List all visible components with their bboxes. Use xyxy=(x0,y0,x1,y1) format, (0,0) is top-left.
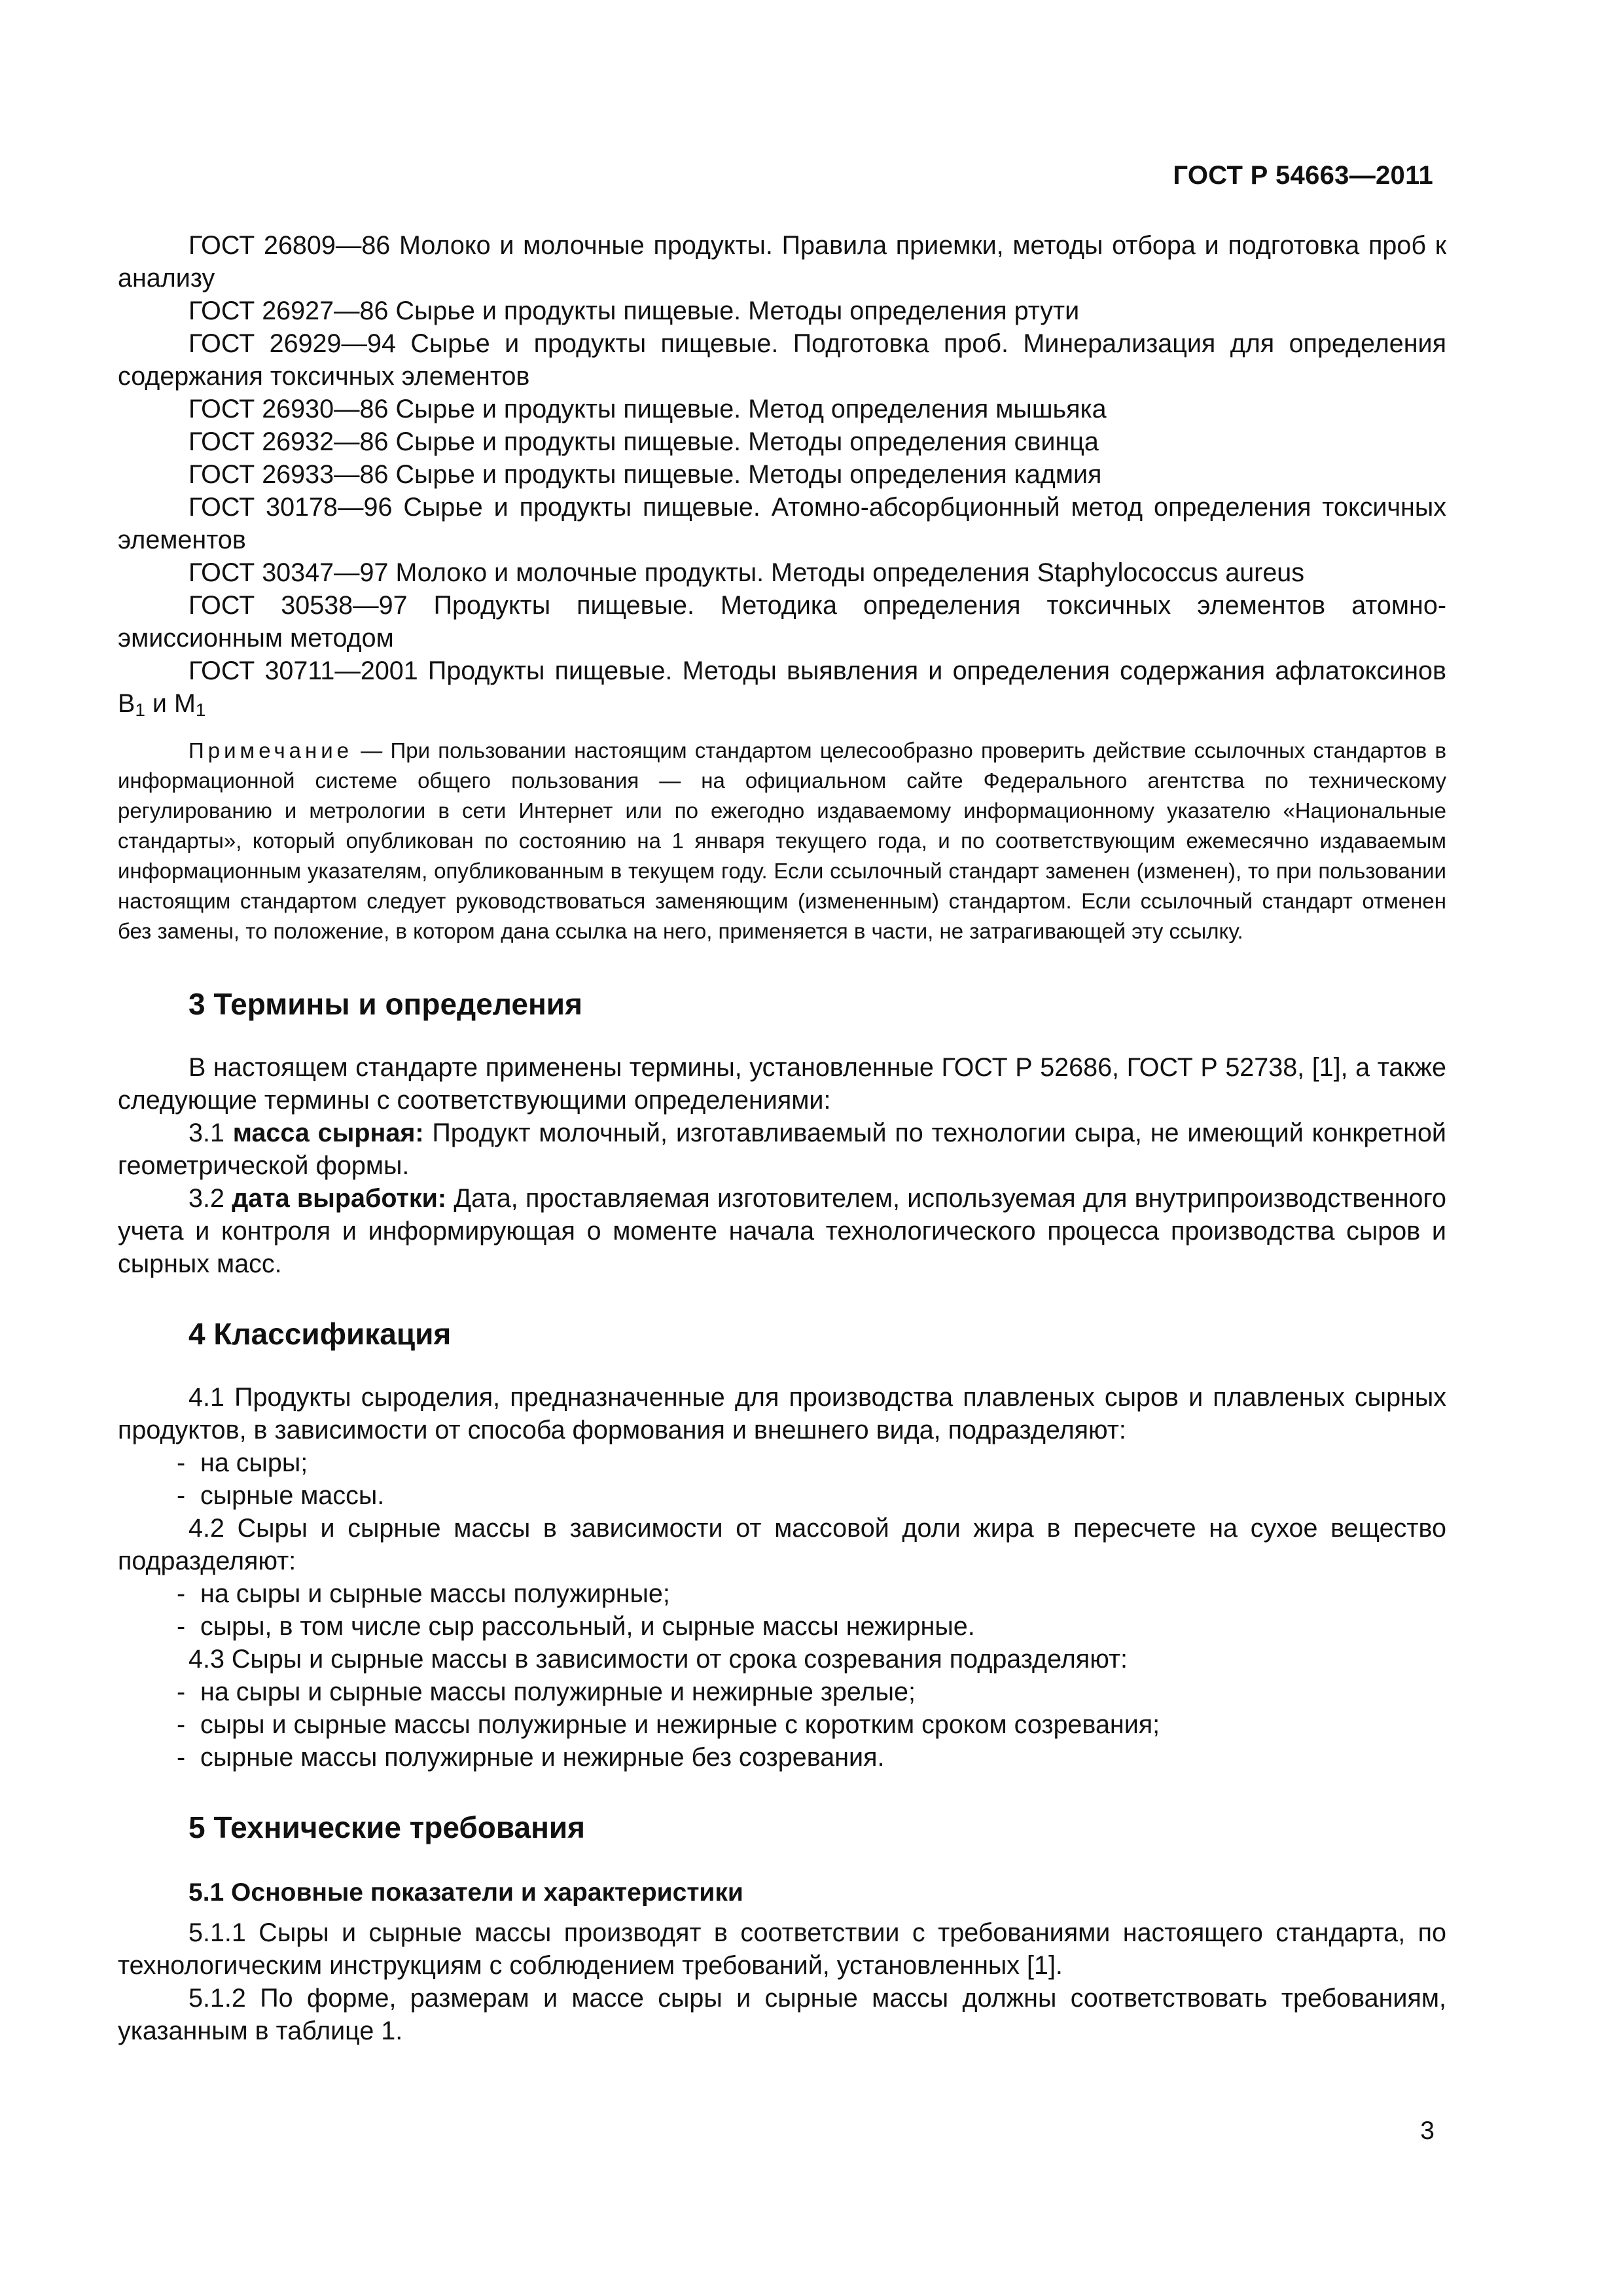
note-label: Примечание xyxy=(188,738,353,762)
reference-note xyxy=(118,736,1446,946)
list-item: - сырные массы. xyxy=(177,1481,385,1510)
list-item: - сырные массы полужирные и нежирные без созревания. xyxy=(177,1743,885,1772)
reference-item: ГОСТ 26932—86 Сырье и продукты пищевые. Методы определения свинца xyxy=(188,427,1099,456)
normative-references xyxy=(118,229,1446,720)
clause-4-1: 4.1 Продукты сыроделия, предназначенные для производства плавленых сыров и плавленых сырных продуктов, в зависимости от способа формования и внешнего вида, подразделяют: xyxy=(118,1383,1446,1444)
list-item: - сыры и сырные массы полужирные и нежирные с коротким сроком созревания; xyxy=(177,1710,1160,1739)
clause-4-2: 4.2 Сыры и сырные массы в зависимости от массовой доли жира в пересчете на сухое вещество подразделяют: xyxy=(118,1514,1446,1575)
page-number: 3 xyxy=(1420,2117,1435,2145)
reference-item: ГОСТ 26809—86 Молоко и молочные продукты. Правила приемки, методы отбора и подготовка проб к анализу xyxy=(118,231,1446,293)
clause-5-1-1: 5.1.1 Сыры и сырные массы производят в соответствии с требованиями настоящего стандарта, по технологическим инструкциям с соблюдением требований, установленных [1]. xyxy=(118,1918,1446,1980)
list-item: - на сыры; xyxy=(177,1448,308,1477)
list-item: - на сыры и сырные массы полужирные и нежирные зрелые; xyxy=(177,1677,916,1706)
reference-item: ГОСТ 26929—94 Сырье и продукты пищевые. Подготовка проб. Минерализация для определения содержания токсичных элементов xyxy=(118,329,1446,391)
section-3-title: 3 Термины и определения xyxy=(188,987,582,1021)
term-3-2: 3.2 дата выработки: Дата, проставляемая изготовителем, используемая для внутрипроизводственного учета и контроля и информирующая о моменте начала технологического процесса производства сыров и сырных масс. xyxy=(118,1184,1446,1278)
section-3-intro: В настоящем стандарте применены термины, установленные ГОСТ Р 52686, ГОСТ Р 52738, [1], а также следующие термины с соответствующими определениями: xyxy=(118,1053,1446,1115)
document-code-header: ГОСТ Р 54663—2011 xyxy=(1173,161,1433,190)
list-item: - сыры, в том числе сыр рассольный, и сырные массы нежирные. xyxy=(177,1612,975,1641)
reference-item: ГОСТ 26930—86 Сырье и продукты пищевые. Метод определения мышьяка xyxy=(188,395,1107,423)
reference-item: ГОСТ 30538—97 Продукты пищевые. Методика определения токсичных элементов атомно-эмиссионным методом xyxy=(118,591,1446,653)
term-3-1: 3.1 масса сырная: Продукт молочный, изготавливаемый по технологии сыра, не имеющий конкретной геометрической формы. xyxy=(118,1119,1446,1180)
subsection-5-1-title: 5.1 Основные показатели и характеристики xyxy=(188,1878,743,1907)
reference-item: ГОСТ 26927—86 Сырье и продукты пищевые. Методы определения ртути xyxy=(188,296,1080,325)
clause-5-1-2: 5.1.2 По форме, размерам и массе сыры и сырные массы должны соответствовать требованиям, указанным в таблице 1. xyxy=(118,1984,1446,2045)
reference-item: ГОСТ 26933—86 Сырье и продукты пищевые. Методы определения кадмия xyxy=(188,460,1102,489)
reference-item-aflatoxins: ГОСТ 30711—2001 Продукты пищевые. Методы выявления и определения содержания афлатоксинов $B_1$ и $M_1$ xyxy=(118,656,1446,720)
clause-4-3: 4.3 Сыры и сырные массы в зависимости от срока созревания подразделяют: xyxy=(188,1645,1128,1674)
section-4-title: 4 Классификация xyxy=(188,1317,452,1351)
page-content xyxy=(118,229,1446,2047)
section-5-title: 5 Технические требования xyxy=(188,1810,585,1844)
reference-item: ГОСТ 30178—96 Сырье и продукты пищевые. Атомно-абсорбционный метод определения токсичных элементов xyxy=(118,493,1446,554)
list-item: - на сыры и сырные массы полужирные; xyxy=(177,1579,670,1608)
note-text: — При пользовании настоящим стандартом целесообразно проверить действие ссылочных стандартов в информационной системе общего пользования — на официальном сайте Федерального агентства по техническому регулированию и метрологии в сети Интернет или по ежегодно издаваемому информационному указателю «Национальные стандарты», который опубликован по состоянию на 1 января текущего года, и по соответствующим ежемесячно издаваемым информационным указателям, опубликованным в текущем году. Если ссылочный стандарт заменен (изменен), то при пользовании настоящим стандартом следует руководствоваться заменяющим (измененным) стандартом. Если ссылочный стандарт отменен без замены, то положение, в котором дана ссылка на него, применяется в части, не затрагивающей эту ссылку. xyxy=(118,738,1446,943)
reference-item: ГОСТ 30347—97 Молоко и молочные продукты. Методы определения Staphylococcus aureus xyxy=(188,558,1305,587)
